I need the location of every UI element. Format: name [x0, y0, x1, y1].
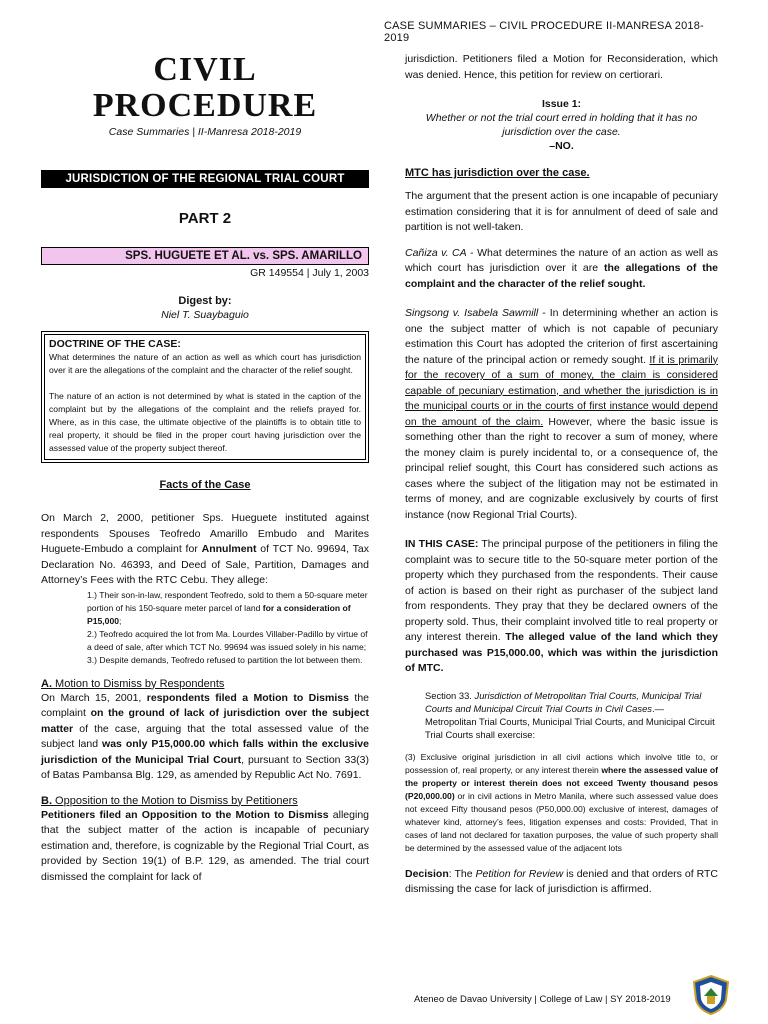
motion-letter: A.: [41, 677, 52, 690]
opposition-heading: [41, 794, 369, 808]
motion-heading: [41, 677, 369, 691]
opposition-t1: alleging that the subject matter of the action is incapable of pecuniary estimation and, therefore, is cognizable by the Regional Trial Court, as provided by Section 19(1) of B.P. 129, as amended. The trial court dismissed the complaint for lack of: [41, 808, 370, 883]
motion-paragraph: [41, 691, 369, 784]
allegation-1-bold: for a consideration of P15,000: [87, 602, 351, 626]
issue-answer: –NO.: [549, 140, 574, 152]
digest-author: Niel T. Suaybaguio: [161, 309, 249, 321]
document-subtitle: Case Summaries | II-Manresa 2018-2019: [108, 126, 302, 138]
left-column: [41, 52, 369, 885]
doctrine-box: [41, 331, 369, 463]
motion-b2: on the ground of lack of jurisdiction over the subject matter: [41, 707, 369, 735]
section-33-number: Section 33.: [425, 689, 475, 701]
part-heading: PART 2: [178, 210, 232, 227]
doctrine-inner: [44, 334, 366, 460]
footer: Ateneo de Davao University | College of Law | SY 2018-2019: [414, 994, 671, 1005]
quote3-text: (3) Exclusive original jurisdiction in all civil actions which involve title to, or possession of, real property, or any interest therein: [405, 751, 718, 775]
digest-label: Digest by:: [178, 295, 232, 307]
section-33-title: Jurisdiction of Metropolitan Trial Courts, Municipal Trial Courts and Municipal Circuit Trial Courts in Civil Cases: [425, 689, 702, 714]
section-33-quote: [425, 689, 718, 741]
section-heading-bar: JURISDICTION OF THE REGIONAL TRIAL COURT: [41, 170, 369, 188]
document-title: CIVIL PROCEDURE: [92, 51, 318, 124]
facts-text-cont: of TCT No. 99694, Tax Declaration No. 46393, and Deed of Sale, Partition, Damages and Attorney’s Fees with the RTC Cebu. They allege:: [41, 543, 369, 586]
decision-paragraph: [405, 867, 718, 898]
motion-b1: respondents filed a Motion to Dismiss: [146, 691, 349, 704]
case-reference: GR 149554 | July 1, 2003: [250, 267, 369, 279]
continuation-paragraph: jurisdiction. Petitioners filed a Motion for Reconsideration, which was denied. Hence, this petition for review on certiorari.: [405, 53, 718, 81]
in-this-case-label: IN THIS CASE:: [405, 538, 479, 550]
section-33-text: .— Metropolitan Trial Courts, Municipal Trial Courts, and Municipal Circuit Trial Courts shall exercise:: [425, 702, 715, 740]
facts-text: On March 2, 2000, petitioner Sps. Hueguete instituted against respondents Spouses Teofredo Amarillo Embudo and Marites Huguete-Embudo a complaint for: [41, 512, 369, 555]
singsong-paragraph: [405, 306, 718, 523]
motion-b3: was only P15,000.00 which falls within the exclusive jurisdiction of the Municipal Trial Court: [41, 738, 369, 766]
facts-bold-annulment: Annulment: [201, 543, 257, 555]
caniza-cite: Cañiza v. CA: [405, 246, 467, 259]
opposition-b1: Petitioners filed an Opposition to the Motion to Dismiss: [41, 808, 329, 821]
caniza-paragraph: [405, 246, 718, 293]
running-head: CASE SUMMARIES – CIVIL PROCEDURE II-MANRESA 2018-2019: [384, 20, 704, 44]
decision-italic: Petition for Review: [475, 867, 564, 880]
mtc-heading: MTC has jurisdiction over the case.: [405, 167, 590, 179]
motion-t4: , pursuant to Section 33(3) of Batas Pambansa Blg. 129, as amended by Republic Act No. 7691.: [41, 753, 369, 781]
in-this-case-bold: The alleged value of the land which they purchased was P15,000.00, which was within the jurisdiction of MTC.: [405, 631, 718, 674]
in-this-case-paragraph: [405, 537, 718, 677]
motion-t3: of the case, arguing that the total assessed value of the subject land: [41, 722, 369, 750]
caniza-bold: the allegations of the complaint and the character of the relief sought.: [405, 262, 718, 290]
opposition-letter: B.: [41, 794, 52, 807]
motion-t2: the complaint: [41, 691, 369, 719]
case-title-bar: SPS. HUGUETE ET AL. vs. SPS. AMARILLO: [41, 247, 369, 265]
decision-label: Decision: [405, 867, 449, 880]
allegations-list: [87, 589, 369, 667]
allegation-2: 2.) Teofredo acquired the lot from Ma. Lourdes Villaber-Padillo by virtue of a deed of sale, after which TCT No. 99694 was issued solely in his name;: [87, 628, 368, 652]
doctrine-paragraph-2: The nature of an action is not determined by what is stated in the caption of the complaint but by the allegations of the complaint and the reliefs prayed for. Where, as in this case, the ultimate objective of the plaintiffs is to obtain title to real property, it should be filed in the proper court having jurisdiction over the assessed value of the property subject thereof.: [49, 391, 361, 453]
issue-label: Issue 1:: [541, 98, 582, 110]
right-column: [405, 52, 718, 898]
singsong-text-cont: However, where the basic issue is something other than the right to recover a sum of money, where the money claim is purely incidental to, or a consequence of, the principal relief sought, this Court has considered such actions as cases where the subject of the litigation may not be estimated in terms of money, and are cognizable exclusively by courts of first instance (now Regional Trial Courts).: [405, 415, 718, 521]
decision-text-cont: is denied and that orders of RTC dismissing the case for lack of jurisdiction is affirmed.: [405, 867, 718, 895]
allegation-1: [87, 589, 369, 628]
doctrine-paragraph-1: What determines the nature of an action as well as which court has jurisdiction over it are the allegations of the complaint and the character of the relief sought.: [49, 352, 361, 375]
in-this-case-text: The principal purpose of the petitioners in filing the complaint was to secure title to the 50-square meter portion of the property which they purchased from the respondents. Their cause of action is based on their right as purchaser of the subject land from respondents. They pray that they be declared owners of the property sold. Thus, their complaint involved title to real property or any interest therein.: [405, 538, 719, 643]
singsong-underlined: If it is primarily for the recovery of a sum of money, the claim is considered capable of pecuniary estimation, and whether the jurisdiction is in the municipal courts or in the courts of first instance would depend on the amount of the claim.: [405, 353, 718, 428]
quote3-bold: where the assessed value of the property or interest therein does not exceed Twenty thousand pesos (P20,000.00): [405, 764, 718, 801]
argument-paragraph: The argument that the present action is one incapable of pecuniary estimation considering that it is for annulment of deed of sale and partition is not well-taken.: [405, 190, 718, 233]
issue-question: Whether or not the trial court erred in holding that it has no jurisdiction over the case.: [425, 112, 698, 138]
doctrine-heading: DOCTRINE OF THE CASE:: [49, 338, 181, 350]
allegation-1-text: 1.) Their son-in-law, respondent Teofredo, sold to them a 50-square meter portion of his 150-square meter parcel of land: [87, 589, 368, 613]
decision-text: : The: [448, 867, 476, 880]
opposition-paragraph: [41, 808, 369, 886]
allegation-3: 3.) Despite demands, Teofredo refused to partition the lot between them.: [87, 654, 363, 665]
paragraph-3-quote: [405, 751, 718, 855]
quote3-text-cont: or in civil actions in Metro Manila, where such assessed value does not exceed Fifty thousand pesos (P50,000.00) exclusive of interest, damages of whatever kind, attorney’s fees, litigation expenses and costs: Provided, That in cases of land not declared for taxation purposes, the value of such property shall be determined by the assessed value of the adjacent lots: [405, 790, 718, 853]
opposition-heading-text: Opposition to the Motion to Dismiss by Petitioners: [52, 794, 298, 807]
singsong-text: - In determining whether an action is one the subject matter of which is not capable of pecuniary estimation this Court has adopted the criterion of first ascertaining the nature of the principal action or remedy sought.: [405, 307, 718, 366]
singsong-cite: Singsong v. Isabela Sawmill: [405, 307, 539, 319]
facts-paragraph: [41, 511, 369, 589]
allegation-1-end: ;: [119, 615, 122, 626]
facts-heading: Facts of the Case: [159, 479, 251, 491]
caniza-text: - What determines the nature of an action as well as which court has jurisdiction over it are: [405, 246, 719, 274]
university-seal-icon: [690, 974, 732, 1016]
motion-t1: On March 15, 2001,: [41, 691, 147, 704]
motion-heading-text: Motion to Dismiss by Respondents: [52, 677, 225, 690]
